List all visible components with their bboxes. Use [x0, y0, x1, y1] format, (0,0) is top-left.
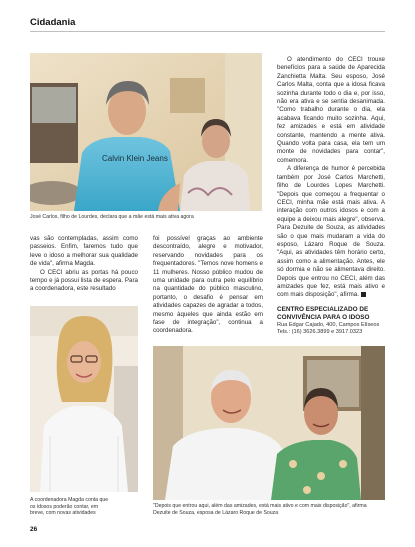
bottom-left-photo-image [30, 306, 138, 492]
article-column-right [277, 56, 385, 300]
bottom-left-photo [30, 306, 138, 492]
bottom-right-photo-caption: "Depois que entrou aqui, além das amizades, está mais ativo e com mais disposição", afirma Dezuite de Souza, esposa de Lázaro Roque de Souza [153, 503, 367, 516]
contact-box [277, 306, 385, 336]
article-paragraph: O CECI abriu as portas há pouco tempo e já possui lista de espera. Para a coordenadora, este resultado [30, 268, 138, 293]
shirt-brand-text: Calvin Klein Jeans [102, 154, 168, 163]
bottom-right-photo [153, 346, 385, 500]
section-title: Cidadania [30, 17, 76, 28]
article-paragraph: O atendimento do CECI trouxe benefícios para a saúde de Aparecida Zanchietta Malta. Seu esposo, José Carlos Malta, conta que a idosa ficava sozinha durante todo o dia e, por isso, não era ativa e se sentia desanimada. "Como trabalho durante o dia, ela acabava ficando muito sozinha. Aqui, fez amizades e está em atividade constante, mantendo a mente ativa. Quando volta para casa, ela tem um monte de novidades para contar", comemora. [277, 56, 385, 164]
top-photo-image [30, 53, 262, 211]
article-column-left [30, 235, 138, 294]
bottom-left-photo-caption: A coordenadora Magda conta que os idosos poderão contar, em breve, com novas atividades [30, 497, 109, 517]
contact-title: CENTRO ESPECIALIZADO DE CONVIVÊNCIA PARA O IDOSO [277, 306, 370, 321]
contact-phones: Tels.: (16) 3626.3899 e 3917.0323 [277, 329, 363, 335]
page-number: 26 [30, 526, 38, 533]
top-photo [30, 53, 262, 211]
end-mark-icon [361, 292, 366, 297]
contact-address: Rua Edgar Cajado, 400, Campos Elíseos [277, 322, 380, 328]
article-paragraph: A diferença de humor é percebida também por José Carlos Marchetti, filho de Lourdes Lopes Marchetti. "Depois que começou a frequentar o CECI, minha mãe está mais ativa. A interação com outros idosos e com a equipe a deixou mais alegre", observa. Para Dezuite de Souza, as atividades são o que mais mudaram a vida do esposo, Lázaro Roque de Souza. "Aqui, as atividades têm horário certo, assim como a alimentação. Antes, ele só dormia e não se alimentava direito. Depois que entrou no CECI, além das amizades que fez, está mais ativo e com mais disposição", afirma. [277, 165, 385, 299]
top-photo-caption: José Carlos, filho de Lourdes, declara que a mãe está mais ativa agora [30, 214, 194, 220]
article-column-middle [153, 235, 263, 336]
article-paragraph: vas são contempladas, assim como passeios. Enfim, faremos tudo que leve o idoso a melhorar sua qualidade de vida", afirma Magda. [30, 235, 138, 268]
header-rule [30, 31, 385, 32]
bottom-right-photo-image [153, 346, 385, 500]
article-paragraph: foi possível graças ao ambiente descontraído, alegre e motivador, reservando novidades para os frequentadores. "Temos nove homens e 11 mulheres. Nosso público mudou de uma unidade para outra pelo equilíbrio na quantidade do público masculino, portanto, o desafio é pensar em atividades capazes de agradar a todos, mesmo àqueles que ainda estão em fase de integração", continua a coordenadora. [153, 235, 263, 335]
